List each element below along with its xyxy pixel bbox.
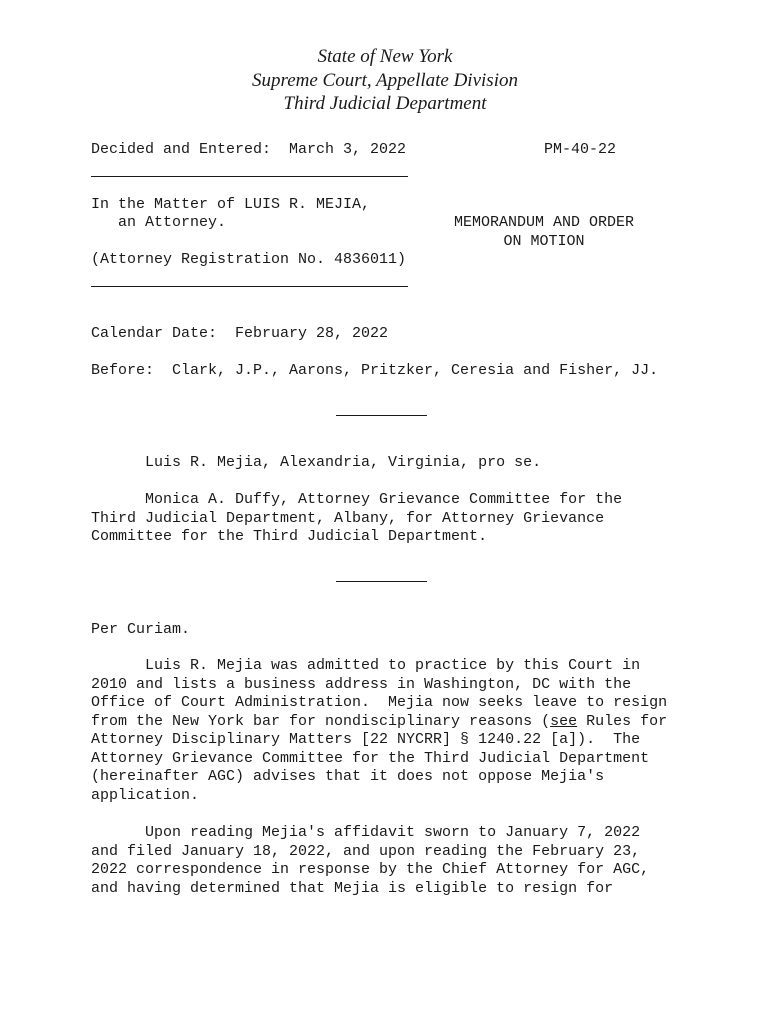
caption-matter: In the Matter of LUIS R. MEJIA,: [91, 196, 371, 213]
body-line: 2010 and lists a business address in Washington, DC with the: [91, 676, 632, 693]
body-text: Rules for: [577, 713, 668, 730]
body-line: Attorney Disciplinary Matters [22 NYCRR] § 1240.22 [a]). The: [91, 731, 641, 748]
appearance-committee-line: Committee for the Third Judicial Department.: [91, 528, 488, 545]
body-line: Office of Court Administration. Mejia now seeks leave to resign: [91, 694, 668, 711]
caption-bottom-rule: [91, 286, 408, 287]
appearance-committee-line: Monica A. Duffy, Attorney Grievance Committee for the: [91, 491, 623, 508]
body-line: [91, 713, 667, 730]
section-divider: [336, 581, 427, 582]
panel-justices: Before: Clark, J.P., Aarons, Pritzker, Ceresia and Fisher, JJ.: [91, 362, 659, 379]
caption-top-rule: [91, 176, 408, 177]
body-line: and filed January 18, 2022, and upon reading the February 23,: [91, 843, 641, 860]
court-name: Supreme Court, Appellate Division: [252, 70, 518, 91]
body-line: (hereinafter AGC) advises that it does not oppose Mejia's: [91, 768, 605, 785]
case-number: PM-40-22: [544, 141, 617, 158]
attorney-registration: (Attorney Registration No. 4836011): [91, 251, 407, 268]
body-line: Luis R. Mejia was admitted to practice by this Court in: [91, 657, 641, 674]
section-divider: [336, 415, 427, 416]
caption-attorney: an Attorney.: [91, 214, 227, 231]
body-line: and having determined that Mejia is eligible to resign for: [91, 880, 614, 897]
decided-entered-date: Decided and Entered: March 3, 2022: [91, 141, 407, 158]
order-type-line2: ON MOTION: [503, 233, 585, 250]
court-state: State of New York: [317, 46, 453, 67]
body-line: application.: [91, 787, 200, 804]
body-line: 2022 correspondence in response by the Chief Attorney for AGC,: [91, 861, 650, 878]
calendar-date: Calendar Date: February 28, 2022: [91, 325, 389, 342]
order-type-line1: MEMORANDUM AND ORDER: [453, 214, 635, 231]
body-line: Attorney Grievance Committee for the Third Judicial Department: [91, 750, 650, 767]
court-department: Third Judicial Department: [283, 93, 487, 114]
see-signal: see: [550, 713, 578, 730]
appearance-committee-line: Third Judicial Department, Albany, for Attorney Grievance: [91, 510, 605, 527]
per-curiam-heading: Per Curiam.: [91, 621, 191, 638]
appearance-respondent: Luis R. Mejia, Alexandria, Virginia, pro se.: [91, 454, 542, 471]
body-line: Upon reading Mejia's affidavit sworn to January 7, 2022: [91, 824, 641, 841]
body-text: from the New York bar for nondisciplinary reasons (: [91, 713, 551, 730]
